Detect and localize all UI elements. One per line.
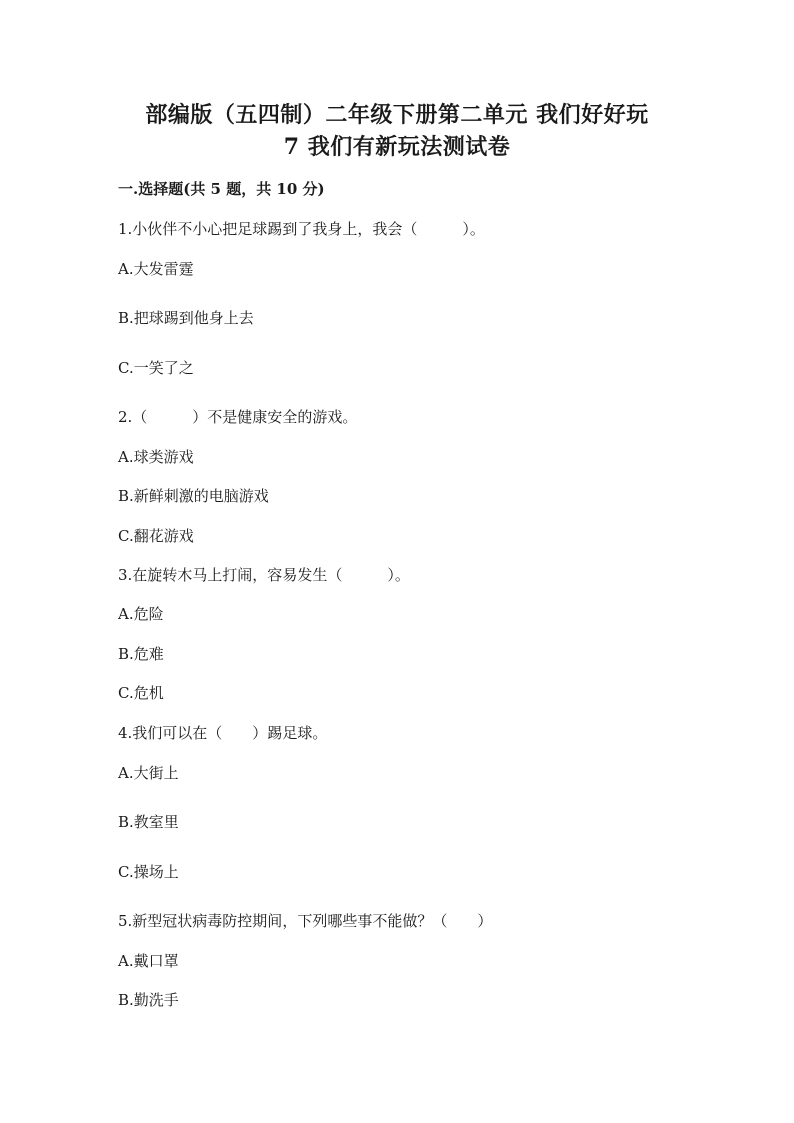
page-subtitle: 7 我们有新玩法测试卷 (283, 134, 511, 160)
question-3-stem: 3.在旋转木马上打闹，容易发生（ ）。 (118, 566, 410, 584)
question-1-stem: 1.小伙伴不小心把足球踢到了我身上，我会（ ）。 (118, 220, 485, 238)
question-4-option-a: A.大街上 (118, 764, 179, 782)
question-1-option-a: A.大发雷霆 (118, 260, 194, 278)
question-4-option-b: B.教室里 (118, 813, 179, 831)
question-2-option-a: A.球类游戏 (118, 448, 194, 466)
question-5-option-a: A.戴口罩 (118, 952, 179, 970)
question-2-option-b: B.新鲜刺激的电脑游戏 (118, 487, 269, 505)
question-4-option-c: C.操场上 (118, 863, 179, 881)
question-1-option-b: B.把球踢到他身上去 (118, 309, 254, 327)
question-2-stem: 2.（ ）不是健康安全的游戏。 (118, 408, 358, 426)
section-heading: 一.选择题(共 5 题，共 10 分) (118, 180, 325, 198)
question-5-stem: 5.新型冠状病毒防控期间，下列哪些事不能做？（ ） (118, 912, 493, 930)
question-3-option-c: C.危机 (118, 684, 164, 702)
question-1-option-c: C.一笑了之 (118, 359, 194, 377)
question-3-option-b: B.危难 (118, 645, 164, 663)
question-3-option-a: A.危险 (118, 605, 164, 623)
page-title: 部编版（五四制）二年级下册第二单元 我们好好玩 (145, 102, 649, 128)
question-5-option-b: B.勤洗手 (118, 991, 179, 1009)
question-4-stem: 4.我们可以在（ ）踢足球。 (118, 724, 328, 742)
question-2-option-c: C.翻花游戏 (118, 527, 194, 545)
